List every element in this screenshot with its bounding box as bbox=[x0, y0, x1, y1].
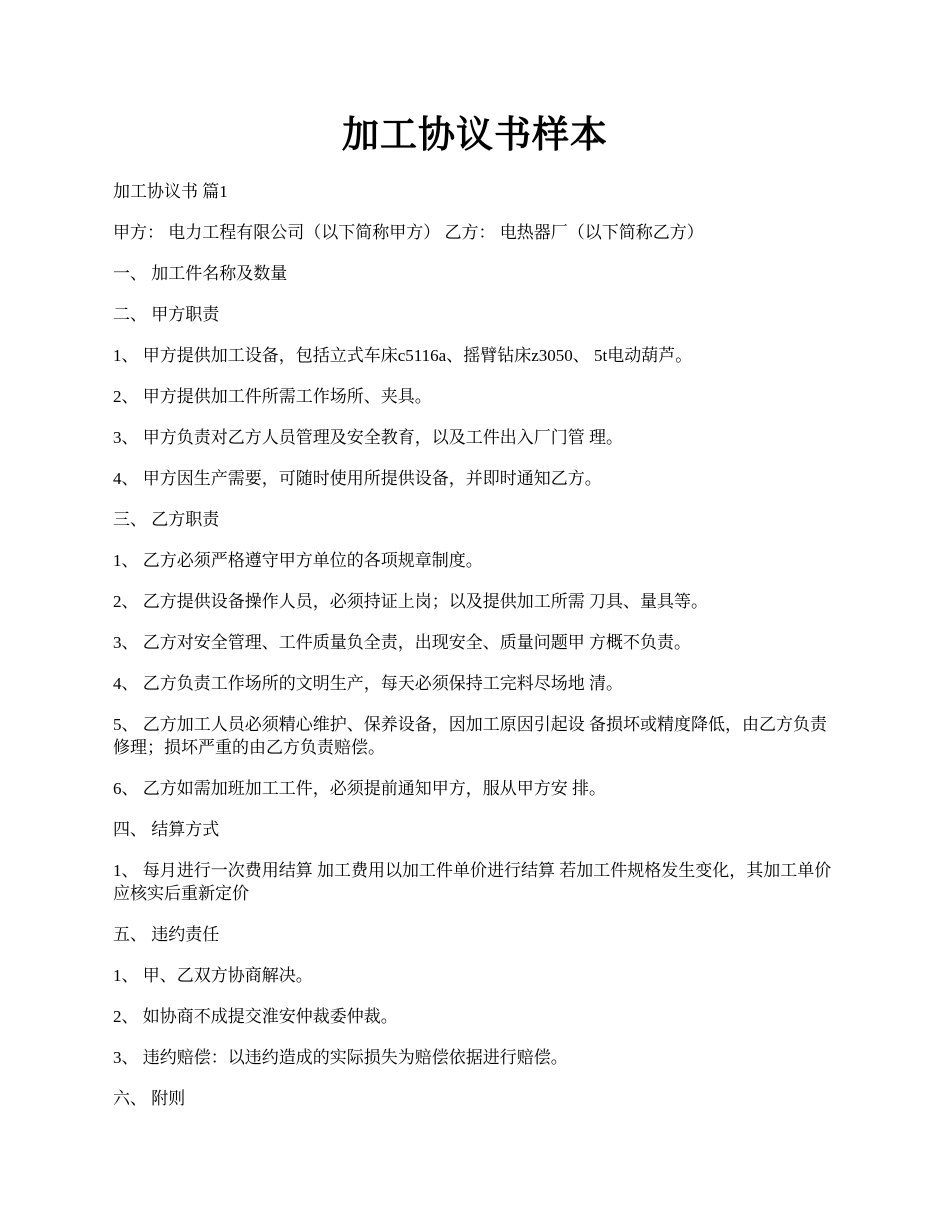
clause-paragraph: 3、 违约赔偿：以违约造成的实际损失为赔偿依据进行赔偿。 bbox=[113, 1048, 568, 1067]
parties-line: 甲方： 电力工程有限公司（以下简称甲方） 乙方： 电热器厂（以下简称乙方） bbox=[113, 223, 704, 242]
section-heading: 一、 加工件名称及数量 bbox=[113, 264, 288, 283]
section-heading: 二、 甲方职责 bbox=[113, 305, 220, 324]
clause-paragraph: 1、 甲方提供加工设备，包括立式车床c5116a、摇臂钻床z3050、 5t电动葫芦。 bbox=[113, 346, 693, 365]
clause-paragraph: 2、 乙方提供设备操作人员，必须持证上岗；以及提供加工所需 刀具、量具等。 bbox=[113, 592, 708, 611]
clause-paragraph: 3、 甲方负责对乙方人员管理及安全教育，以及工件出入厂门管 理。 bbox=[113, 428, 623, 447]
clause-paragraph: 1、 乙方必须严格遵守甲方单位的各项规章制度。 bbox=[113, 551, 483, 570]
clause-paragraph: 2、 如协商不成提交淮安仲裁委仲裁。 bbox=[113, 1007, 398, 1026]
section-heading: 加工协议书 篇1 bbox=[113, 182, 228, 201]
clause-paragraph: 1、 每月进行一次费用结算 加工费用以加工件单价进行结算 若加工件规格发生变化，其加工单价应核实后重新定价 bbox=[113, 861, 832, 903]
clause-paragraph: 4、 乙方负责工作场所的文明生产，每天必须保持工完料尽场地 清。 bbox=[113, 674, 623, 693]
section-heading: 六、 附则 bbox=[113, 1089, 186, 1108]
clause-paragraph: 6、 乙方如需加班加工工件，必须提前通知甲方，服从甲方安 排。 bbox=[113, 779, 606, 798]
document-body bbox=[113, 180, 837, 1128]
clause-paragraph: 3、 乙方对安全管理、工件质量负全责，出现安全、质量问题甲 方概不负责。 bbox=[113, 633, 691, 652]
clause-paragraph: 2、 甲方提供加工件所需工作场所、夹具。 bbox=[113, 387, 432, 406]
section-heading: 五、 违约责任 bbox=[113, 925, 220, 944]
document-title: 加工协议书样本 bbox=[342, 115, 608, 156]
section-heading: 三、 乙方职责 bbox=[113, 510, 220, 529]
section-heading: 四、 结算方式 bbox=[113, 820, 220, 839]
clause-paragraph: 5、 乙方加工人员必须精心维护、保养设备，因加工原因引起设 备损坏或精度降低，由乙方负责修理；损坏严重的由乙方负责赔偿。 bbox=[113, 715, 827, 757]
clause-paragraph: 4、 甲方因生产需要，可随时使用所提供设备，并即时通知乙方。 bbox=[113, 469, 602, 488]
clause-paragraph: 1、 甲、乙双方协商解决。 bbox=[113, 966, 313, 985]
